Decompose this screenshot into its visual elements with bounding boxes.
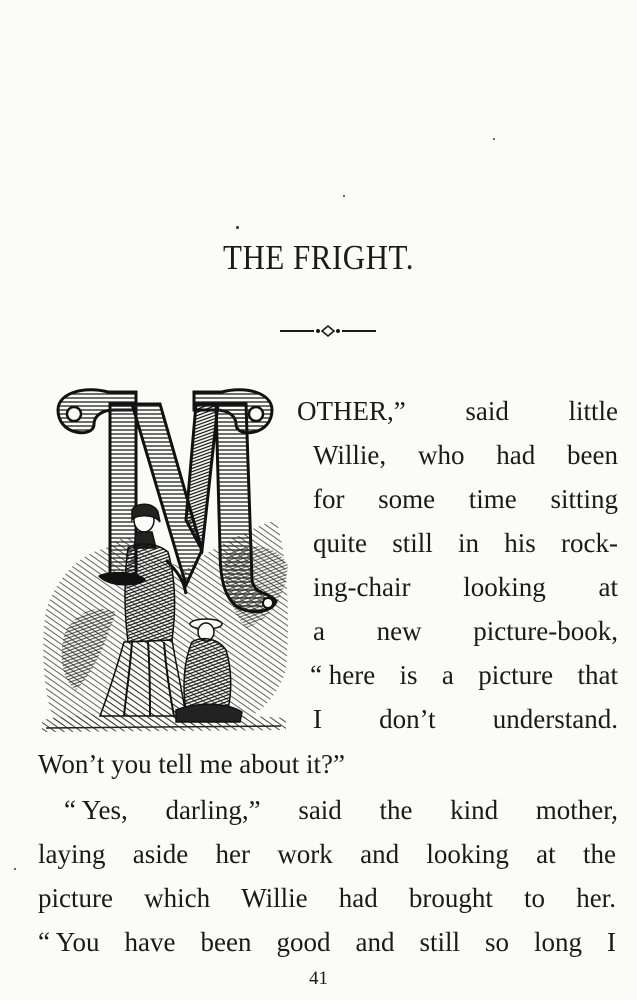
paragraph2-line-1 (64, 794, 618, 826)
word: is (399, 660, 418, 690)
word: that (577, 660, 618, 690)
word: OTHER,” (297, 396, 406, 426)
paragraph1-line-5 (313, 571, 618, 603)
word: don’t (379, 704, 436, 734)
word: time (468, 484, 517, 514)
word: picture (38, 883, 113, 913)
word: Willie (241, 883, 308, 913)
paragraph2-line-4 (38, 926, 616, 958)
chapter-title: THE FRIGHT. (223, 237, 414, 278)
word: her. (576, 883, 616, 913)
paragraph1-line-9: Won’t you tell me about it?” (38, 749, 346, 779)
word: mother, (535, 795, 618, 825)
word: looking (426, 839, 509, 869)
word: so (484, 927, 509, 957)
paragraph2-line-3 (38, 882, 616, 914)
word: new (376, 616, 422, 646)
word: a (313, 616, 325, 646)
word: some (378, 484, 436, 514)
word: have (124, 927, 176, 957)
word: ing-chair (313, 572, 411, 602)
word: little (568, 396, 618, 426)
word: long (533, 927, 582, 957)
illustrated-drop-cap (36, 380, 294, 738)
word: rock- (560, 528, 618, 558)
word: to (524, 883, 546, 913)
paragraph1-line-2 (313, 439, 618, 471)
word: her (215, 839, 251, 869)
word: said (298, 795, 342, 825)
word: I (607, 927, 616, 957)
page-number: 41 (309, 968, 328, 989)
word: the (582, 839, 616, 869)
word: been (200, 927, 252, 957)
word: Willie, (313, 440, 387, 470)
paragraph1-line-4 (313, 527, 618, 559)
word: good (276, 927, 331, 957)
word: picture (478, 660, 554, 690)
word: “ Yes, (64, 795, 128, 825)
word: quite (313, 528, 367, 558)
paragraph1-line-7 (310, 659, 618, 691)
word: picture-book, (473, 616, 618, 646)
word: at (598, 572, 618, 602)
word: understand. (492, 704, 618, 734)
word: still (419, 927, 460, 957)
word: his (504, 528, 536, 558)
word: and (355, 927, 395, 957)
ink-speck (493, 138, 495, 140)
word: for (313, 484, 345, 514)
word: who (417, 440, 465, 470)
word: and (360, 839, 400, 869)
word: said (465, 396, 509, 426)
word: had (338, 883, 378, 913)
paragraph2-line-2 (38, 838, 616, 870)
word: in (457, 528, 479, 558)
word: kind (450, 795, 499, 825)
word: darling,” (165, 795, 261, 825)
word: been (567, 440, 618, 470)
paragraph1-line-3 (313, 483, 618, 515)
paragraph1-line-6 (313, 615, 618, 647)
word: which (144, 883, 211, 913)
word: still (392, 528, 433, 558)
word: a (441, 660, 454, 690)
ink-speck (14, 868, 16, 870)
paragraph1-line-8 (313, 703, 618, 735)
word: aside (132, 839, 189, 869)
word: “ You (38, 927, 100, 957)
word: I (313, 704, 322, 734)
word: work (277, 839, 333, 869)
ink-speck (236, 226, 239, 229)
word: “ here (310, 660, 376, 690)
word: sitting (550, 484, 618, 514)
word: laying (38, 839, 106, 869)
word: the (379, 795, 413, 825)
word: at (536, 839, 556, 869)
title-ornament-divider (278, 323, 378, 339)
word: looking (463, 572, 546, 602)
ink-speck (343, 195, 345, 197)
word: had (496, 440, 536, 470)
word: brought (408, 883, 493, 913)
paragraph1-line-1 (297, 395, 618, 427)
